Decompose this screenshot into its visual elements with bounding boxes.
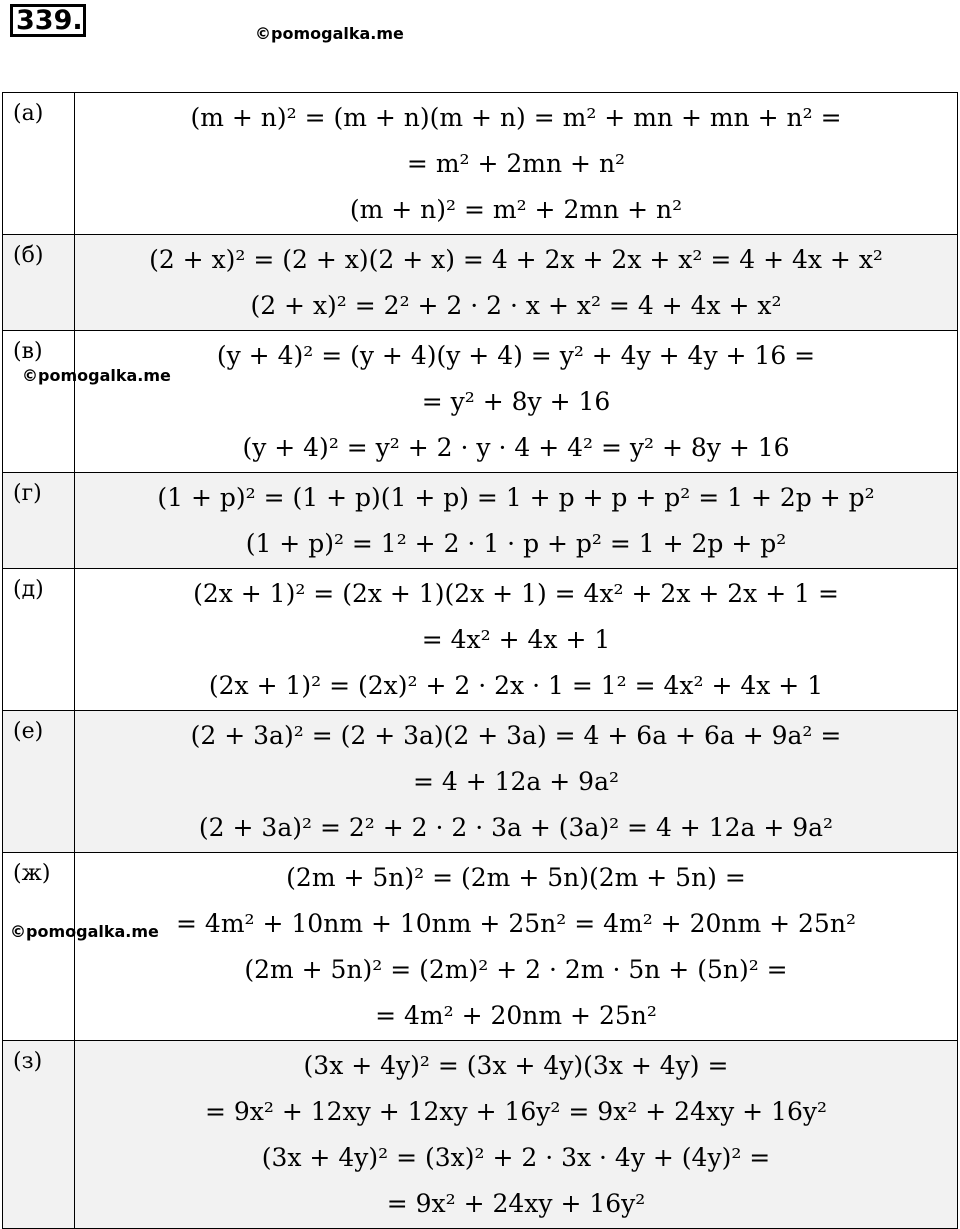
- solution-row: [3, 569, 958, 711]
- solution-row: [3, 235, 958, 331]
- item-label: (а): [3, 93, 75, 235]
- equation-line: = 4m² + 10nm + 10nm + 25n² = 4m² + 20nm + 25n²: [176, 909, 856, 938]
- equation-line: = 9x² + 12xy + 12xy + 16y² = 9x² + 24xy + 16y²: [204, 1097, 827, 1126]
- solution-body: [75, 711, 958, 853]
- watermark-row-v: ©pomogalka.me: [22, 366, 171, 385]
- solution-body: [75, 569, 958, 711]
- solution-body: [75, 853, 958, 1041]
- solution-row: [3, 473, 958, 569]
- solution-row: [3, 1041, 958, 1229]
- equation-line: (2 + 3a)² = 2² + 2 · 2 · 3a + (3a)² = 4 + 12a + 9a²: [198, 813, 834, 842]
- equation-line: (2m + 5n)² = (2m)² + 2 · 2m · 5n + (5n)² =: [244, 955, 788, 984]
- equation-line: (2m + 5n)² = (2m + 5n)(2m + 5n) =: [286, 863, 746, 892]
- equation-line: = m² + 2mn + n²: [406, 149, 626, 178]
- solution-body: [75, 235, 958, 331]
- watermark-row-zh: ©pomogalka.me: [10, 922, 159, 941]
- solution-row: [3, 93, 958, 235]
- equation-line: (m + n)² = (m + n)(m + n) = m² + mn + mn + n² =: [190, 103, 842, 132]
- equation-line: (3x + 4y)² = (3x + 4y)(3x + 4y) =: [303, 1051, 729, 1080]
- equation-line: (3x + 4y)² = (3x)² + 2 · 3x · 4y + (4y)² =: [261, 1143, 771, 1172]
- solution-body: [75, 473, 958, 569]
- solution-row: [3, 853, 958, 1041]
- item-label: (е): [3, 711, 75, 853]
- equation-line: (1 + p)² = 1² + 2 · 1 · p + p² = 1 + 2p + p²: [245, 529, 787, 558]
- equation-line: = 4x² + 4x + 1: [421, 625, 611, 654]
- solution-body: [75, 93, 958, 235]
- solution-body: [75, 331, 958, 473]
- equation-line: (2 + x)² = (2 + x)(2 + x) = 4 + 2x + 2x + x² = 4 + 4x + x²: [149, 245, 883, 274]
- watermark-top: ©pomogalka.me: [255, 24, 404, 43]
- equation-line: (2 + x)² = 2² + 2 · 2 · x + x² = 4 + 4x + x²: [250, 291, 782, 320]
- equation-line: (2x + 1)² = (2x)² + 2 · 2x · 1 = 1² = 4x² + 4x + 1: [208, 671, 824, 700]
- item-label: (б): [3, 235, 75, 331]
- equation-line: = y² + 8y + 16: [421, 387, 611, 416]
- equation-line: = 4 + 12a + 9a²: [412, 767, 620, 796]
- item-label: (з): [3, 1041, 75, 1229]
- item-label: (в): [3, 331, 75, 473]
- equation-line: = 9x² + 24xy + 16y²: [386, 1189, 646, 1218]
- equation-line: (2x + 1)² = (2x + 1)(2x + 1) = 4x² + 2x + 2x + 1 =: [193, 579, 839, 608]
- solution-body: [75, 1041, 958, 1229]
- item-label: (д): [3, 569, 75, 711]
- exercise-number: 339.: [10, 4, 86, 37]
- equation-line: (m + n)² = m² + 2mn + n²: [349, 195, 683, 224]
- solutions-table: [2, 92, 958, 1229]
- equation-line: (y + 4)² = y² + 2 · y · 4 + 4² = y² + 8y + 16: [242, 433, 790, 462]
- equation-line: = 4m² + 20nm + 25n²: [375, 1001, 657, 1030]
- solution-row: [3, 711, 958, 853]
- item-label: (ж): [3, 853, 75, 1041]
- equation-line: (2 + 3a)² = (2 + 3a)(2 + 3a) = 4 + 6a + 6a + 9a² =: [190, 721, 842, 750]
- solution-row: [3, 331, 958, 473]
- item-label: (г): [3, 473, 75, 569]
- equation-line: (1 + p)² = (1 + p)(1 + p) = 1 + p + p + p² = 1 + 2p + p²: [157, 483, 875, 512]
- equation-line: (y + 4)² = (y + 4)(y + 4) = y² + 4y + 4y + 16 =: [216, 341, 816, 370]
